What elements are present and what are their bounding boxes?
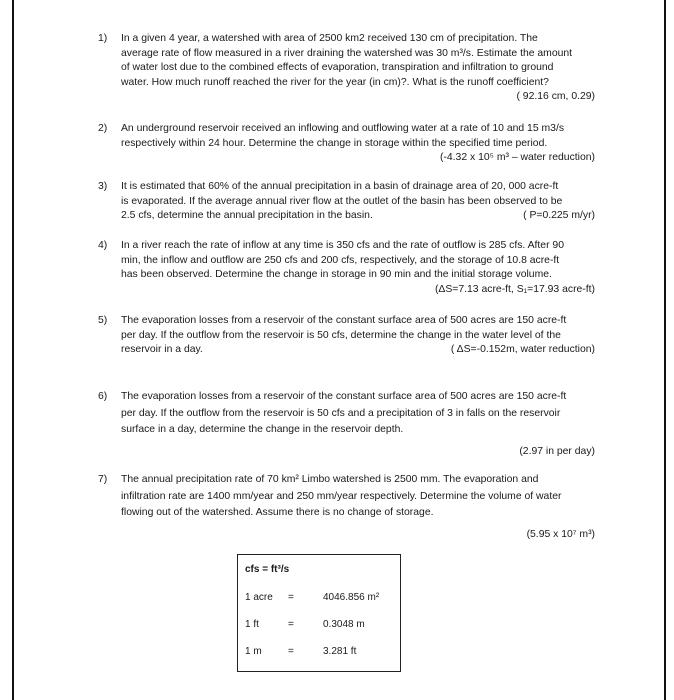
problem-number: 3) bbox=[98, 181, 108, 192]
problem-line: 2.5 cfs, determine the annual precipitation in the basin. bbox=[121, 210, 373, 222]
conversion-unit: 1 acre bbox=[245, 592, 273, 603]
problem-line: reservoir in a day. bbox=[121, 344, 203, 356]
problem-line: The evaporation losses from a reservoir of the constant surface area of 500 acres are 150 acre-ft bbox=[121, 391, 567, 402]
problem-line: has been observed. Determine the change in storage in 90 min and the initial storage volume. bbox=[121, 269, 552, 281]
problem-answer: (5.95 x 10⁷ m³) bbox=[526, 528, 595, 540]
problem-line: respectively within 24 hour. Determine the change in storage within the specified time period. bbox=[121, 137, 548, 149]
problem-last-row bbox=[121, 209, 595, 224]
conversion-equals: = bbox=[288, 646, 294, 657]
problem-line: surface in a day, determine the change in the reservoir depth. bbox=[121, 424, 404, 435]
conversion-header bbox=[238, 564, 400, 578]
conversion-equals: = bbox=[288, 592, 294, 603]
problem-line: It is estimated that 60% of the annual precipitation in a basin of drainage area of 20, 000 acre-ft bbox=[121, 181, 559, 192]
problem-number: 2) bbox=[98, 123, 108, 134]
conversion-row bbox=[238, 619, 400, 633]
problem-line: An underground reservoir received an inflowing and outflowing water at a rate of 10 and 15 m3/s bbox=[121, 123, 565, 134]
problem-line: of water lost due to the combined effects of evaporation, transpiration and infiltration to ground bbox=[121, 62, 554, 74]
problem-answer: (-4.32 x 10⁵ m³ – water reduction) bbox=[439, 152, 595, 164]
problem-2 bbox=[100, 122, 595, 166]
problem-number: 4) bbox=[98, 240, 108, 251]
conversion-value: 4046.856 m² bbox=[323, 592, 380, 603]
problem-line: min, the inflow and outflow are 250 cfs and 200 cfs, respectively, and the storage of 10.8 acre-ft bbox=[121, 254, 560, 266]
problem-answer: (2.97 in per day) bbox=[519, 445, 595, 457]
conversion-header-text: cfs = ft³/s bbox=[245, 564, 290, 575]
problem-5 bbox=[100, 314, 595, 358]
problem-number: 7) bbox=[98, 474, 108, 485]
problem-line: average rate of flow measured in a river draining the watershed was 30 m³/s. Estimate the amount bbox=[121, 47, 573, 59]
problem-1 bbox=[100, 32, 595, 105]
problem-7 bbox=[100, 472, 595, 543]
problem-answer: ( ΔS=-0.152m, water reduction) bbox=[450, 344, 595, 356]
problem-line: is evaporated. If the average annual river flow at the outlet of the basin has been observed to be bbox=[121, 195, 563, 207]
problem-text bbox=[121, 32, 595, 105]
problem-text bbox=[121, 472, 595, 543]
problem-text bbox=[121, 314, 595, 358]
problem-answer: ( P=0.225 m/yr) bbox=[523, 210, 595, 222]
problem-last-row bbox=[121, 343, 595, 358]
problem-line: In a river reach the rate of inflow at any time is 350 cfs and the rate of outflow is 285 cfs. After 90 bbox=[121, 240, 564, 251]
conversion-row bbox=[238, 592, 400, 606]
problem-line: infiltration rate are 1400 mm/year and 250 mm/year respectively. Determine the volume of water bbox=[121, 490, 562, 502]
conversion-value: 0.3048 m bbox=[323, 619, 365, 630]
problem-4 bbox=[100, 239, 595, 297]
problem-number: 1) bbox=[98, 33, 108, 44]
left-border-line bbox=[12, 0, 14, 700]
problem-line: per day. If the outflow from the reservoir is 50 cfs, determine the change in the water level of the bbox=[121, 329, 561, 341]
problem-line: The evaporation losses from a reservoir of the constant surface area of 500 acres are 150 acre-ft bbox=[121, 315, 567, 326]
conversion-equals: = bbox=[288, 619, 294, 630]
conversion-row bbox=[238, 646, 400, 660]
problem-number: 5) bbox=[98, 315, 108, 326]
problem-text bbox=[121, 122, 595, 166]
unit-conversion-table bbox=[237, 554, 401, 672]
problem-3 bbox=[100, 180, 595, 224]
problem-line: flowing out of the watershed. Assume there is no change of storage. bbox=[121, 507, 434, 518]
problem-line: In a given 4 year, a watershed with area of 2500 km2 received 130 cm of precipitation. The bbox=[121, 33, 538, 44]
problem-text bbox=[121, 239, 595, 297]
problem-line: water. How much runoff reached the river for the year (in cm)?. What is the runoff coefficient? bbox=[121, 76, 549, 88]
problem-line: The annual precipitation rate of 70 km² Limbo watershed is 2500 mm. The evaporation and bbox=[121, 474, 539, 485]
conversion-unit: 1 m bbox=[245, 646, 262, 657]
problem-number: 6) bbox=[98, 391, 108, 402]
conversion-unit: 1 ft bbox=[245, 619, 259, 630]
conversion-value: 3.281 ft bbox=[323, 646, 357, 657]
problem-text bbox=[121, 180, 595, 224]
problem-6 bbox=[100, 389, 595, 460]
problem-answer: ( 92.16 cm, 0.29) bbox=[516, 91, 595, 103]
problem-text bbox=[121, 389, 595, 460]
problem-answer: (ΔS=7.13 acre-ft, S₁=17.93 acre-ft) bbox=[434, 283, 595, 295]
right-border-line bbox=[664, 0, 666, 700]
problem-line: per day. If the outflow from the reservoir is 50 cfs and a precipitation of 3 in falls on the reservoir bbox=[121, 407, 561, 419]
